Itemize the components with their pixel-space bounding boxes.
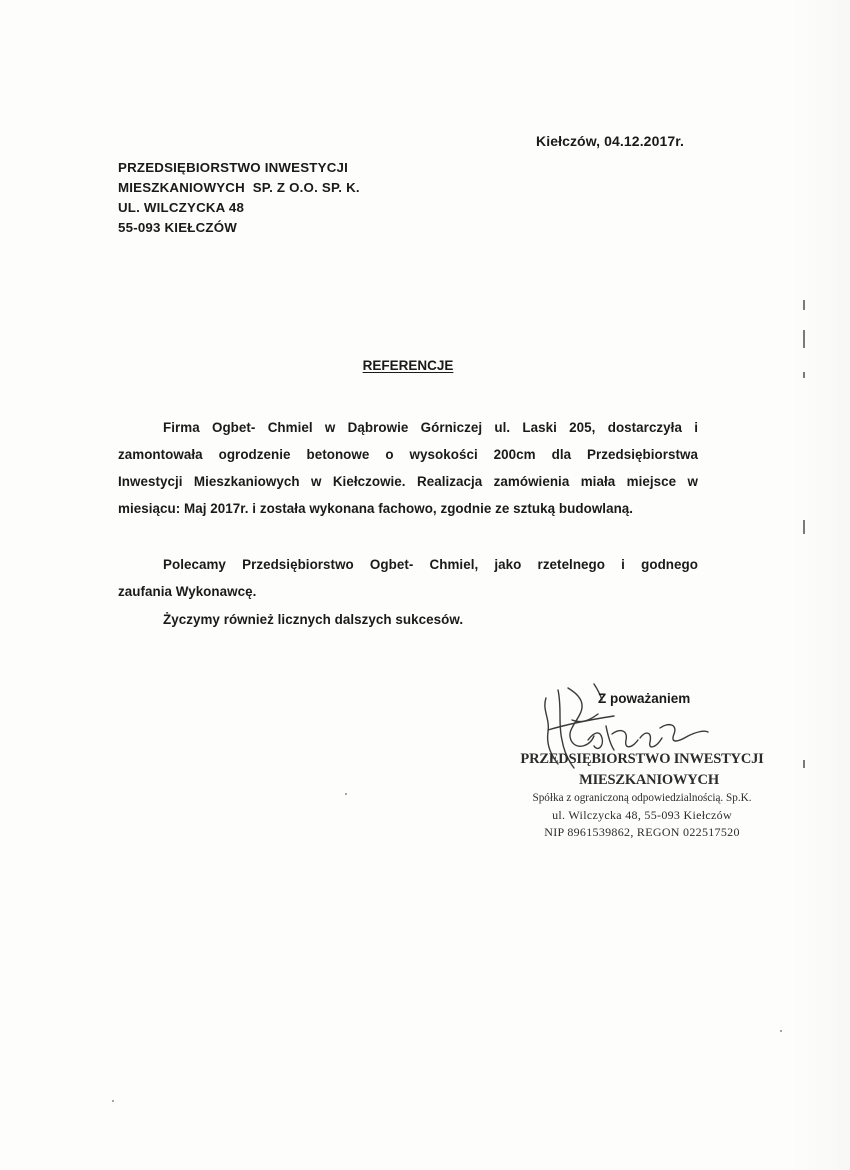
paragraph-line: Firma Ogbet- Chmiel w Dąbrowie Górniczej ul. Laski 205, dostarczyła i <box>163 420 698 435</box>
recipient-line: MIESZKANIOWYCH SP. Z O.O. SP. K. <box>118 180 360 195</box>
place-date: Kiełczów, 04.12.2017r. <box>536 133 684 149</box>
scan-speck <box>345 793 347 795</box>
stamp-line: NIP 8961539862, REGON 022517520 <box>544 825 740 839</box>
stamp-line: ul. Wilczycka 48, 55-093 Kiełczów <box>552 808 732 822</box>
paragraph-line: miesiącu: Maj 2017r. i została wykonana fachowo, zgodnie ze sztuką budowlaną. <box>118 501 634 516</box>
paragraph-1 <box>118 414 698 522</box>
scan-edge-shadow <box>790 0 850 1170</box>
paragraph-line: Życzymy również licznych dalszych sukcesów. <box>163 612 464 627</box>
paragraph-3 <box>118 606 698 633</box>
scan-speck <box>112 1100 114 1102</box>
paragraph-line: Polecamy Przedsiębiorstwo Ogbet- Chmiel, jako rzetelnego i godnego <box>163 557 698 572</box>
paragraph-line: Inwestycji Mieszkaniowych w Kiełczowie. Realizacja zamówienia miała miejsce w <box>118 474 698 489</box>
scan-edge-mark <box>803 330 805 348</box>
paragraph-2 <box>118 551 698 605</box>
recipient-line: PRZEDSIĘBIORSTWO INWESTYCJI <box>118 160 348 175</box>
company-stamp <box>512 748 772 841</box>
scan-edge-mark <box>803 520 805 534</box>
letter-title: REFERENCJE <box>362 358 454 373</box>
paragraph-line: zamontowała ogrodzenie betonowe o wysokości 200cm dla Przedsiębiorstwa <box>118 447 698 462</box>
stamp-line: MIESZKANIOWYCH <box>579 772 719 788</box>
stamp-line: PRZEDSIĘBIORSTWO INWESTYCJI <box>520 751 764 767</box>
recipient-address <box>118 158 360 238</box>
scan-speck <box>780 1030 782 1032</box>
scan-edge-mark <box>803 300 805 310</box>
recipient-line: 55-093 KIEŁCZÓW <box>118 220 238 235</box>
stamp-line: Spółka z ograniczoną odpowiedzialnością. Sp.K. <box>532 792 752 804</box>
scan-edge-mark <box>803 760 805 768</box>
recipient-line: UL. WILCZYCKA 48 <box>118 200 245 215</box>
paragraph-line: zaufania Wykonawcę. <box>118 584 257 599</box>
closing-phrase: Z poważaniem <box>598 691 691 706</box>
